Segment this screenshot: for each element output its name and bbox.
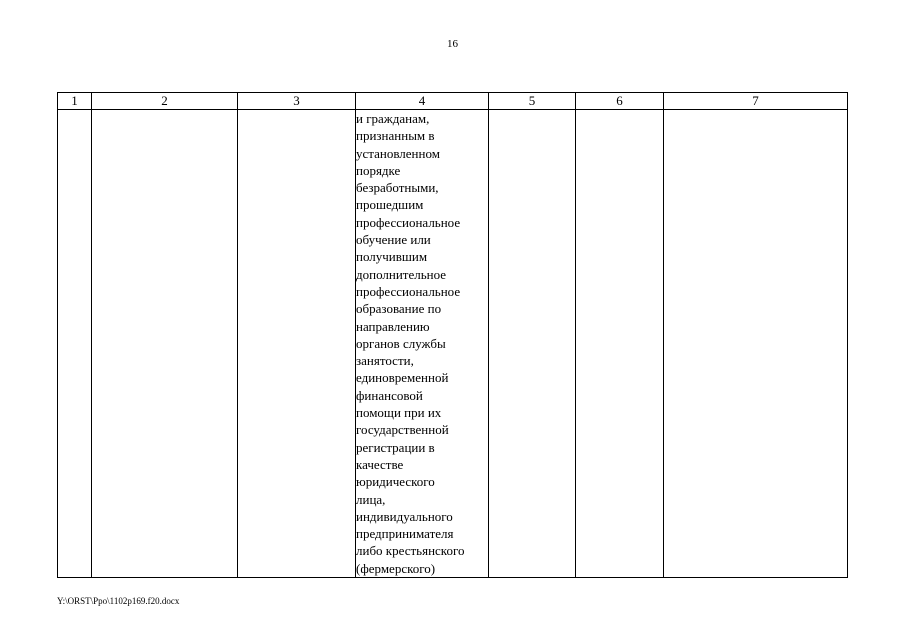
cell-col5 <box>489 110 576 578</box>
column-header-7: 7 <box>664 93 848 110</box>
cell-text-line: качестве <box>356 456 404 472</box>
cell-text-line: прошедшим <box>356 197 424 213</box>
cell-text-line: предпринимателя <box>356 526 454 542</box>
cell-text-line: лица, <box>356 491 386 507</box>
cell-text-line: направлению <box>356 318 430 334</box>
cell-text-line: обучение или <box>356 232 431 248</box>
cell-text-line: либо крестьянского <box>356 543 465 559</box>
cell-text-line: индивидуального <box>356 508 453 524</box>
table-row <box>58 110 848 578</box>
cell-text-line: помощи при их <box>356 405 442 421</box>
cell-text-line: органов службы <box>356 335 446 351</box>
column-header-3: 3 <box>238 93 356 110</box>
column-header-4: 4 <box>356 93 489 110</box>
cell-col7 <box>664 110 848 578</box>
cell-text-line: (фермерского) <box>356 560 436 576</box>
cell-text-line: государственной <box>356 422 449 438</box>
cell-text-line: признанным в <box>356 128 435 144</box>
cell-text-line: порядке <box>356 162 401 178</box>
footer-file-path: Y:\ORST\Ppo\1102p169.f20.docx <box>57 596 180 606</box>
cell-text-line: юридического <box>356 474 435 490</box>
cell-text-line: безработными, <box>356 180 439 196</box>
main-table <box>57 92 848 578</box>
cell-col6 <box>576 110 664 578</box>
cell-text-line: финансовой <box>356 387 423 403</box>
cell-text-line: регистрации в <box>356 439 435 455</box>
cell-text-line: единовременной <box>356 370 449 386</box>
column-header-5: 5 <box>489 93 576 110</box>
column-header-6: 6 <box>576 93 664 110</box>
cell-text-line: профессиональное <box>356 214 461 230</box>
cell-text-line: профессиональное <box>356 283 461 299</box>
cell-text-line: занятости, <box>356 353 414 369</box>
cell-col1 <box>58 110 92 578</box>
cell-col4 <box>356 110 489 578</box>
cell-col2 <box>92 110 238 578</box>
cell-text-line: установленном <box>356 145 440 161</box>
cell-col3 <box>238 110 356 578</box>
column-header-2: 2 <box>92 93 238 110</box>
cell-text-line: дополнительное <box>356 266 447 282</box>
column-header-1: 1 <box>58 93 92 110</box>
page-number: 16 <box>447 38 458 50</box>
cell-text-line: образование по <box>356 301 442 317</box>
cell-text-line: получившим <box>356 249 428 265</box>
header-row <box>58 93 848 110</box>
cell-text-line: и гражданам, <box>356 111 430 126</box>
